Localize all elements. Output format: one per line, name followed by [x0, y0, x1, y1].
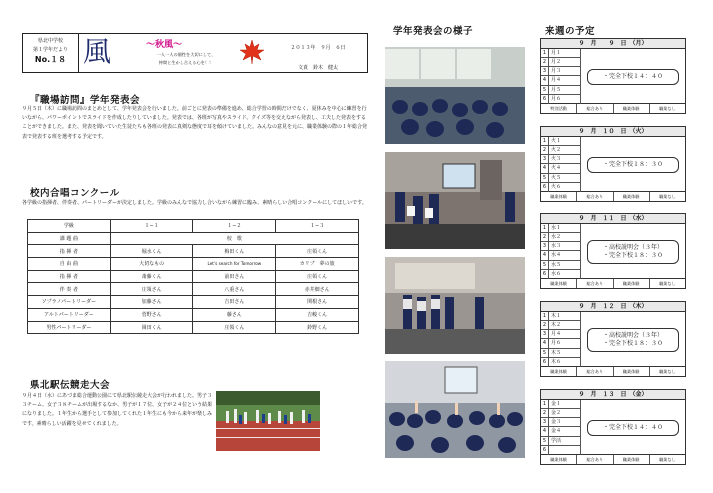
table-row — [28, 283, 359, 296]
schedule-period: 6 — [541, 446, 581, 455]
table-cell: 赤井畑さん — [276, 283, 359, 296]
presentation-photo-2 — [385, 152, 525, 249]
schedule-period: 4 火４ — [541, 164, 581, 173]
schedule-note-area — [581, 224, 685, 279]
schedule-day-monday — [540, 38, 686, 114]
schedule-day-body — [541, 312, 685, 367]
table-row — [28, 296, 359, 309]
table-cell: 大切なもの — [110, 258, 193, 271]
table-cell: 斎藤くん — [110, 270, 193, 283]
table-cell: 伴 奏 者 — [28, 283, 111, 296]
season-title: 〜秋風〜 — [146, 40, 183, 50]
table-cell: 堀水くん — [110, 245, 193, 258]
schedule-footer — [541, 279, 685, 288]
table-cell: 庄領くん — [276, 270, 359, 283]
schedule-period: 4 月４ — [541, 76, 581, 85]
table-cell: カリブ 夢の旅 — [276, 258, 359, 271]
presentation-photo-4 — [385, 361, 525, 458]
schedule-subject: 金４ — [549, 427, 581, 435]
schedule-foot-cell: 職業なし — [658, 194, 676, 199]
table-header-cell: １−２ — [193, 220, 276, 233]
schedule-day-body — [541, 224, 685, 279]
table-cell: 関根さん — [276, 296, 359, 309]
schedule-subject: 木５ — [549, 349, 581, 357]
schedule-footer — [541, 192, 685, 201]
schedule-note: ・完全下校１８：３０ — [587, 157, 679, 173]
table-row — [28, 245, 359, 258]
table-cell: 男性パートリーダー — [28, 321, 111, 334]
schedule-day-wednesday — [540, 213, 686, 289]
article-title-choir: 校内合唱コンクール — [30, 188, 120, 199]
schedule-subject: 月６ — [549, 339, 581, 347]
schedule-subject: 火６ — [549, 183, 581, 192]
table-header-cell: １−１ — [110, 220, 193, 233]
issuer: 文責 鈴木 健太 — [297, 65, 338, 71]
schedule-day-tuesday — [540, 126, 686, 202]
table-header-cell: １−３ — [276, 220, 359, 233]
schedule-period: 6 木６ — [541, 358, 581, 367]
schedule-subject: 月３ — [549, 67, 581, 75]
schedule-footer — [541, 455, 685, 464]
schedule-subject: 水１ — [549, 224, 581, 232]
presentation-photo-3 — [385, 257, 525, 354]
schedule-period: 4 水４ — [541, 251, 581, 260]
schedule-subject: 月４ — [549, 330, 581, 338]
table-cell: 指 揮 者 — [28, 270, 111, 283]
table-row — [28, 258, 359, 271]
article-title-presentation: 『職場訪問』学年発表会 — [30, 95, 141, 106]
header-date-info — [271, 38, 365, 78]
schedule-note: ・高校説明会（３年） ・完全下校１８：３０ — [587, 328, 679, 352]
schedule-period: 2 火２ — [541, 146, 581, 155]
table-cell: 菅野さん — [110, 308, 193, 321]
schedule-periods — [541, 49, 581, 104]
schedule-period: 2 金２ — [541, 409, 581, 418]
schedule-foot-cell: 職業体験 — [614, 367, 650, 376]
schedule-foot-cell: 総合あり — [577, 455, 613, 464]
schedule-period: 5 木５ — [541, 349, 581, 358]
schedule-foot-cell: 職業体験 — [614, 104, 650, 113]
schedule-period: 2 木２ — [541, 321, 581, 330]
schedule-subject: 水３ — [549, 242, 581, 250]
table-row — [28, 321, 359, 334]
schedule-day-body — [541, 49, 685, 104]
schedule-foot-cell: 総合あり — [577, 279, 613, 288]
schedule-subject: 金２ — [549, 409, 581, 417]
schedule-period: 1 木１ — [541, 312, 581, 321]
schedule-period: 1 火１ — [541, 137, 581, 146]
schedule-subject: 木６ — [549, 358, 581, 367]
schedule-note-area — [581, 137, 685, 192]
schedule-subject: 月４ — [549, 76, 581, 84]
schedule-period: 5 月５ — [541, 86, 581, 95]
schedule-foot-cell: 職業なし — [658, 457, 676, 462]
schedule-period: 1 月１ — [541, 49, 581, 58]
schedule-foot-cell: 職業体験 — [614, 455, 650, 464]
school-name: 県北中学校 — [37, 38, 63, 44]
schedule-foot-cell: 職業なし — [658, 369, 676, 374]
schedule-subject: 月１ — [549, 49, 581, 57]
logo-title: 風 — [83, 35, 112, 68]
schedule-foot-cell: 職業体験 — [614, 192, 650, 201]
schedule-subject: 水５ — [549, 261, 581, 269]
table-cell: 自 由 曲 — [28, 258, 111, 271]
schedule-periods — [541, 312, 581, 367]
schedule-note-area — [581, 400, 685, 455]
table-cell: 鈴野くん — [276, 321, 359, 334]
schedule-foot-cell: 職業体験 — [541, 279, 577, 288]
slogan-line-2: 仲間と生かし合える心を！！ — [158, 60, 214, 65]
table-cell: 吉峻くん — [276, 308, 359, 321]
schedule-period: 1 金１ — [541, 400, 581, 409]
table-cell: Let's search for Tomorrow — [193, 258, 276, 271]
schedule-subject: 金１ — [549, 400, 581, 408]
schedule-period: 5 火５ — [541, 174, 581, 183]
schedule-footer — [541, 104, 685, 113]
table-cell: 岡田くん — [110, 321, 193, 334]
schedule-note: ・高校説明会（３年） ・完全下校１８：３０ — [587, 240, 679, 264]
photos-section-title: 学年発表会の様子 — [393, 26, 474, 37]
schedule-subject: 火４ — [549, 164, 581, 172]
choir-table — [27, 219, 359, 334]
schedule-subject: 火１ — [549, 137, 581, 145]
schedule-foot-cell: 総合あり — [577, 192, 613, 201]
table-header-row — [28, 220, 359, 233]
schedule-periods — [541, 400, 581, 455]
schedule-note-area — [581, 49, 685, 104]
schedule-note: ・完全下校１４：４０ — [587, 69, 679, 85]
schedule-foot-cell: 職業体験 — [541, 192, 577, 201]
maple-leaf-icon — [238, 38, 266, 66]
table-cell: 課 題 曲 — [28, 232, 111, 245]
schedule-day-body — [541, 137, 685, 192]
schedule-period: 1 水１ — [541, 224, 581, 233]
schedule-note: ・完全下校１４：４０ — [587, 420, 679, 436]
schedule-period: 3 月３ — [541, 67, 581, 76]
newsletter-header — [22, 33, 368, 73]
schedule-footer — [541, 367, 685, 376]
newsletter-series: 第１学年だより — [32, 47, 68, 53]
slogan — [141, 51, 231, 67]
article-body-ekiden: ９月４日（水）にあづま総合運動公園にて県北駅伝競走大会が行われました。男子３３チーム、女子３８チームが出場するなか、男子が１７位、女子が２４位という結果になりました。１年生から選手として参加してくれた１年生にも今から来年が楽しみです。素晴らしい活躍を見せてくれました。 — [22, 393, 213, 427]
schedule-period: 5 水５ — [541, 261, 581, 270]
schedule-subject: 月２ — [549, 58, 581, 66]
schedule-foot-cell: 特別活動 — [541, 104, 577, 113]
table-cell: アルトパートリーダー — [28, 308, 111, 321]
schedule-day-thursday — [540, 301, 686, 377]
schedule-period: 6 火６ — [541, 183, 581, 192]
schedule-subject — [549, 446, 581, 455]
table-row — [28, 308, 359, 321]
schedule-day-title: ９ 月 １３ 日 （金） — [541, 390, 685, 400]
schedule-foot-cell: 総合あり — [577, 367, 613, 376]
schedule-subject: 水２ — [549, 233, 581, 241]
schedule-day-friday — [540, 389, 686, 465]
schedule-periods — [541, 224, 581, 279]
schedule-subject: 水４ — [549, 251, 581, 259]
schedule-foot-cell: 職業体験 — [541, 455, 577, 464]
table-cell: 庄領さん — [110, 283, 193, 296]
table-cell: 庄領くん — [193, 321, 276, 334]
schedule-subject: 火５ — [549, 174, 581, 182]
table-cell: 前田さん — [193, 270, 276, 283]
table-cell: 梅田くん — [193, 245, 276, 258]
issue-date: ２０１３年 ９月 ６日 — [290, 45, 346, 51]
schedule-period: 3 月４ — [541, 330, 581, 339]
table-cell: 八重さん — [193, 283, 276, 296]
table-cell: ソプラノパートリーダー — [28, 296, 111, 309]
header-school-info — [23, 34, 79, 72]
schedule-period: 3 火３ — [541, 155, 581, 164]
schedule-period: 6 水６ — [541, 270, 581, 279]
table-cell: 校 歌 — [110, 232, 358, 245]
table-row — [28, 270, 359, 283]
schedule-foot-cell: 総合あり — [577, 104, 613, 113]
schedule-foot-cell: 職業体験 — [541, 367, 577, 376]
table-cell: 吉田さん — [193, 296, 276, 309]
schedule-day-title: ９ 月 １１ 日 （水） — [541, 214, 685, 224]
schedule-day-title: ９ 月 １０ 日 （火） — [541, 127, 685, 137]
schedule-period: 3 水３ — [541, 242, 581, 251]
schedule-note-area — [581, 312, 685, 367]
schedule-subject: 火３ — [549, 155, 581, 163]
issue-number: No.１８ — [34, 55, 67, 64]
schedule-subject: 木２ — [549, 321, 581, 329]
schedule-period: 4 月６ — [541, 339, 581, 348]
schedule-subject: 水６ — [549, 270, 581, 279]
schedule-foot-cell: 職業なし — [658, 281, 676, 286]
schedule-day-title: ９ 月 １２ 日 （木） — [541, 302, 685, 312]
table-cell: 加藤さん — [110, 296, 193, 309]
schedule-period: 3 金３ — [541, 418, 581, 427]
presentation-photo-1 — [385, 47, 525, 144]
schedule-period: 2 月２ — [541, 58, 581, 67]
table-cell: 指 揮 者 — [28, 245, 111, 258]
schedule-period: 4 金４ — [541, 427, 581, 436]
schedule-subject: 学活 — [549, 437, 581, 445]
schedule-day-title: ９ 月 ９ 日 （月） — [541, 39, 685, 49]
schedule-period: 2 水２ — [541, 233, 581, 242]
ekiden-race-photo — [216, 391, 320, 451]
schedule-section-title: 来週の予定 — [545, 26, 596, 37]
article-body-presentation: ９月５日（木）に職場訪問のまとめとして、学年発表会を行いました。前ごとに発表の準備を進め、総合学習の時間だけでなく、夏休みを中心に練習を行いながら、パワーポイントでスライドを作成したりしていました。発表では、各班が写真やスライド、クイズ等を交えながら発表し、工夫した発表をすることができました。また、発表を聞いていた生徒たちも各班の発表に真剣な態度で耳を傾けていました。みんなの意見を元に、職業体験の際の１年総合発表で発表する班を選考する予定です。 — [22, 106, 368, 140]
schedule-day-body — [541, 400, 685, 455]
schedule-foot-cell: 職業なし — [658, 106, 676, 111]
schedule-subject: 月６ — [549, 95, 581, 104]
table-header-cell: 学級 — [28, 220, 111, 233]
table-cell: 庄領くん — [276, 245, 359, 258]
schedule-periods — [541, 137, 581, 192]
article-title-ekiden: 県北駅伝競走大会 — [30, 380, 111, 391]
schedule-period: 5 学活 — [541, 437, 581, 446]
schedule-subject: 火２ — [549, 146, 581, 154]
schedule-subject: 月５ — [549, 86, 581, 94]
table-cell: 藤さん — [193, 308, 276, 321]
schedule-foot-cell: 職業体験 — [614, 279, 650, 288]
table-row — [28, 232, 359, 245]
schedule-subject: 木１ — [549, 312, 581, 320]
article-body-choir: 各学級の指揮者、伴奏者、パートリーダーが決定しました。学級のみんなで協力し合いながら練習に臨み、素晴らしい合唱コンクールにしてほしいです。 — [22, 200, 367, 206]
schedule-subject: 金３ — [549, 418, 581, 426]
slogan-line-1: 一人一人の個性を大切にして、 — [156, 52, 216, 57]
schedule-period: 6 月６ — [541, 95, 581, 104]
